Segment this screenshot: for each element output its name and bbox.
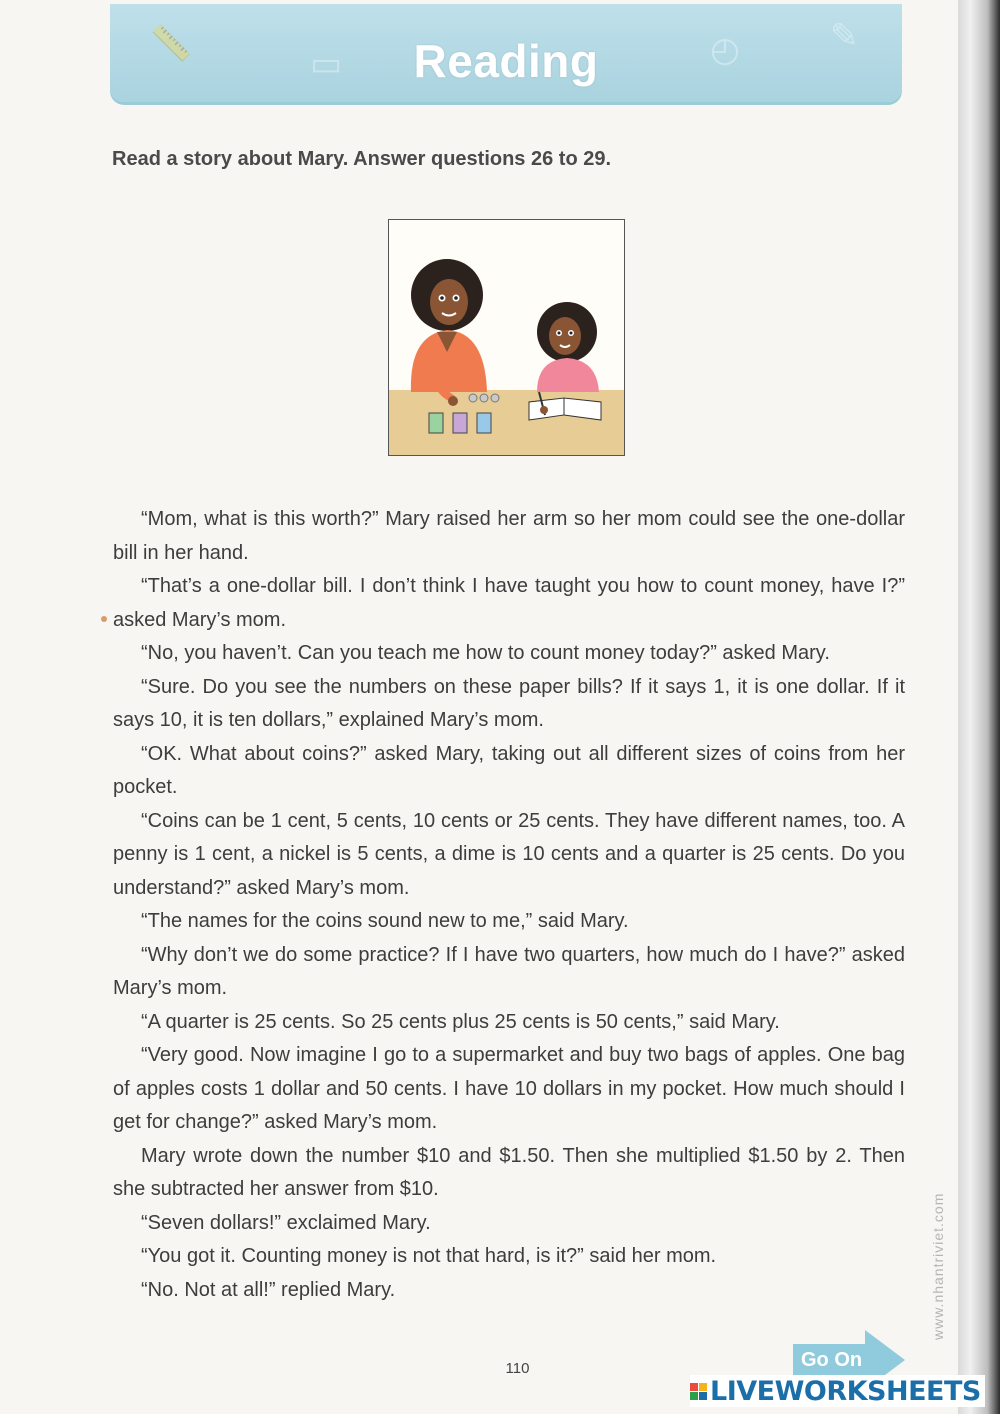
book-icon: ▭ (310, 44, 343, 84)
story-paragraph: “Mom, what is this worth?” Mary raised her arm so her mom could see the one-dollar bill in her hand. (113, 508, 905, 564)
paper-bill (429, 413, 443, 433)
paper-bill (453, 413, 467, 433)
pencil-icon: ✎ (830, 16, 859, 56)
story-paragraph: “A quarter is 25 cents. So 25 cents plus 25 cents is 50 cents,” said Mary. (141, 1010, 780, 1033)
mom-and-girl-counting-money-image (389, 220, 624, 455)
section-banner (110, 4, 902, 102)
margin-mark (101, 616, 107, 622)
story-paragraph: “Coins can be 1 cent, 5 cents, 10 cents or 25 cents. They have different names, too. A penny is 1 cent, a nickel is 5 cents, a dime is 10 cents and a quarter is 25 cents. Do you understand?” asked Mary’s mom. (113, 809, 905, 899)
story-paragraph: Mary wrote down the number $10 and $1.50. Then she multiplied $1.50 by 2. Then she subtracted her answer from $10. (113, 1144, 905, 1200)
story-paragraph: “Why don’t we do some practice? If I have two quarters, how much do I have?” asked Mary’s mom. (113, 943, 905, 999)
publisher-watermark: www.nhantriviet.com (930, 1192, 946, 1340)
coin (480, 394, 488, 402)
ruler-icon: 📏 (150, 24, 193, 64)
instruction-text: Read a story about Mary. Answer questions 26 to 29. (112, 148, 612, 170)
coin (469, 394, 477, 402)
girl-shirt (537, 358, 599, 392)
paper-bill (477, 413, 491, 433)
go-on-label: Go On (801, 1349, 863, 1371)
story-paragraph: “Very good. Now imagine I go to a supermarket and buy two bags of apples. One bag of apples costs 1 dollar and 50 cents. I have 10 dollars in my pocket. How much should I get for change?” asked Mary’s mom. (113, 1044, 905, 1133)
story-paragraph: “The names for the coins sound new to me,” said Mary. (141, 910, 629, 932)
story-paragraph: “OK. What about coins?” asked Mary, taking out all different sizes of coins from her pocket. (113, 742, 905, 798)
page-number: 110 (505, 1360, 530, 1377)
story-paragraph: “Sure. Do you see the numbers on these paper bills? If it says 1, it is one dollar. If it says 10, it is ten dollars,” explained Mary’s mom. (113, 675, 905, 731)
liveworksheets-logo-icon (690, 1383, 707, 1400)
coin (491, 394, 499, 402)
brand-name: LIVEWORKSHEETS (710, 1375, 981, 1407)
girl-face (549, 317, 581, 355)
table (389, 390, 624, 455)
mom-face (430, 279, 468, 325)
story-paragraph: “No. Not at all!” replied Mary. (141, 1278, 396, 1301)
story-paragraph: “Seven dollars!” exclaimed Mary. (141, 1211, 431, 1234)
story-paragraph: “No, you haven’t. Can you teach me how to count money today?” asked Mary. (141, 642, 830, 664)
story-text (113, 503, 905, 1307)
liveworksheets-brand[interactable] (690, 1375, 985, 1407)
section-title: Reading (413, 35, 599, 87)
story-paragraph: “That’s a one-dollar bill. I don’t think I have taught you how to count money, have I?” asked Mary’s mom. (113, 575, 905, 631)
book-spine-edge (958, 0, 1000, 1414)
clock-icon: ◴ (710, 30, 740, 70)
story-illustration (388, 219, 625, 456)
story-paragraph: “You got it. Counting money is not that hard, is it?” said her mom. (141, 1245, 717, 1267)
